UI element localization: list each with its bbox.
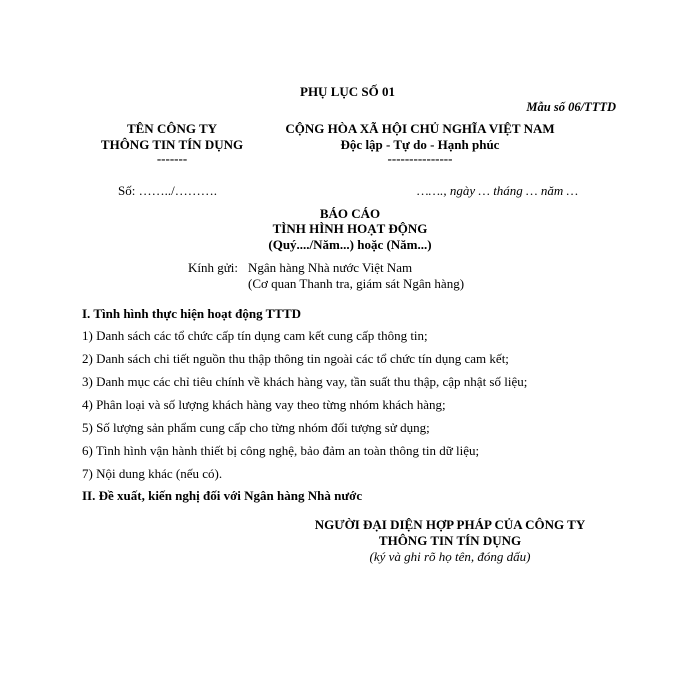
company-name-line2: THÔNG TIN TÍN DỤNG [100,137,244,152]
list-item: 6) Tình hình vận hành thiết bị công nghệ, bảo đảm an toàn thông tin dữ liệu; [82,443,480,458]
form-code: Mẫu số 06/TTTD [526,100,616,114]
section2-heading: II. Đề xuất, kiến nghị đối với Ngân hàng Nhà nước [82,488,363,503]
list-item: 3) Danh mục các chỉ tiêu chính về khách hàng vay, tần suất thu thập, cập nhật số liệu; [82,374,528,389]
recipient-name: Ngân hàng Nhà nước Việt Nam [248,260,413,275]
national-title: CỘNG HÒA XÃ HỘI CHỦ NGHĨA VIỆT NAM [285,121,555,136]
company-name-line1: TÊN CÔNG TY [126,121,218,136]
left-divider: ------- [156,151,188,166]
date-line: ……., ngày … tháng … năm … [417,183,579,198]
section1-heading: I. Tình hình thực hiện hoạt động TTTD [82,306,302,321]
list-item: 4) Phân loại và số lượng khách hàng vay theo từng nhóm khách hàng; [82,397,446,412]
list-item: 5) Số lượng sản phẩm cung cấp cho từng nhóm đối tượng sử dụng; [82,420,430,435]
recipient-label: Kính gửi: [188,260,239,275]
report-period: (Quý..../Năm...) hoặc (Năm...) [268,237,432,252]
appendix-title: PHỤ LỤC SỐ 01 [300,84,395,99]
national-motto: Độc lập - Tự do - Hạnh phúc [340,137,500,152]
signature-note: (ký và ghi rõ họ tên, đóng dấu) [369,549,531,564]
list-item: 7) Nội dung khác (nếu có). [82,466,223,481]
report-title: BÁO CÁO [319,206,381,221]
right-divider: --------------- [387,151,453,166]
signature-title-line1: NGƯỜI ĐẠI DIỆN HỢP PHÁP CỦA CÔNG TY [314,517,586,532]
list-item: 1) Danh sách các tổ chức cấp tín dụng cam kết cung cấp thông tin; [82,328,428,343]
document-number: Số: ……../………. [118,183,217,198]
report-subtitle: TÌNH HÌNH HOẠT ĐỘNG [272,221,428,236]
signature-title-line2: THÔNG TIN TÍN DỤNG [378,533,522,548]
recipient-subtitle: (Cơ quan Thanh tra, giám sát Ngân hàng) [248,276,465,291]
list-item: 2) Danh sách chi tiết nguồn thu thập thông tin ngoài các tổ chức tín dụng cam kết; [82,351,509,366]
